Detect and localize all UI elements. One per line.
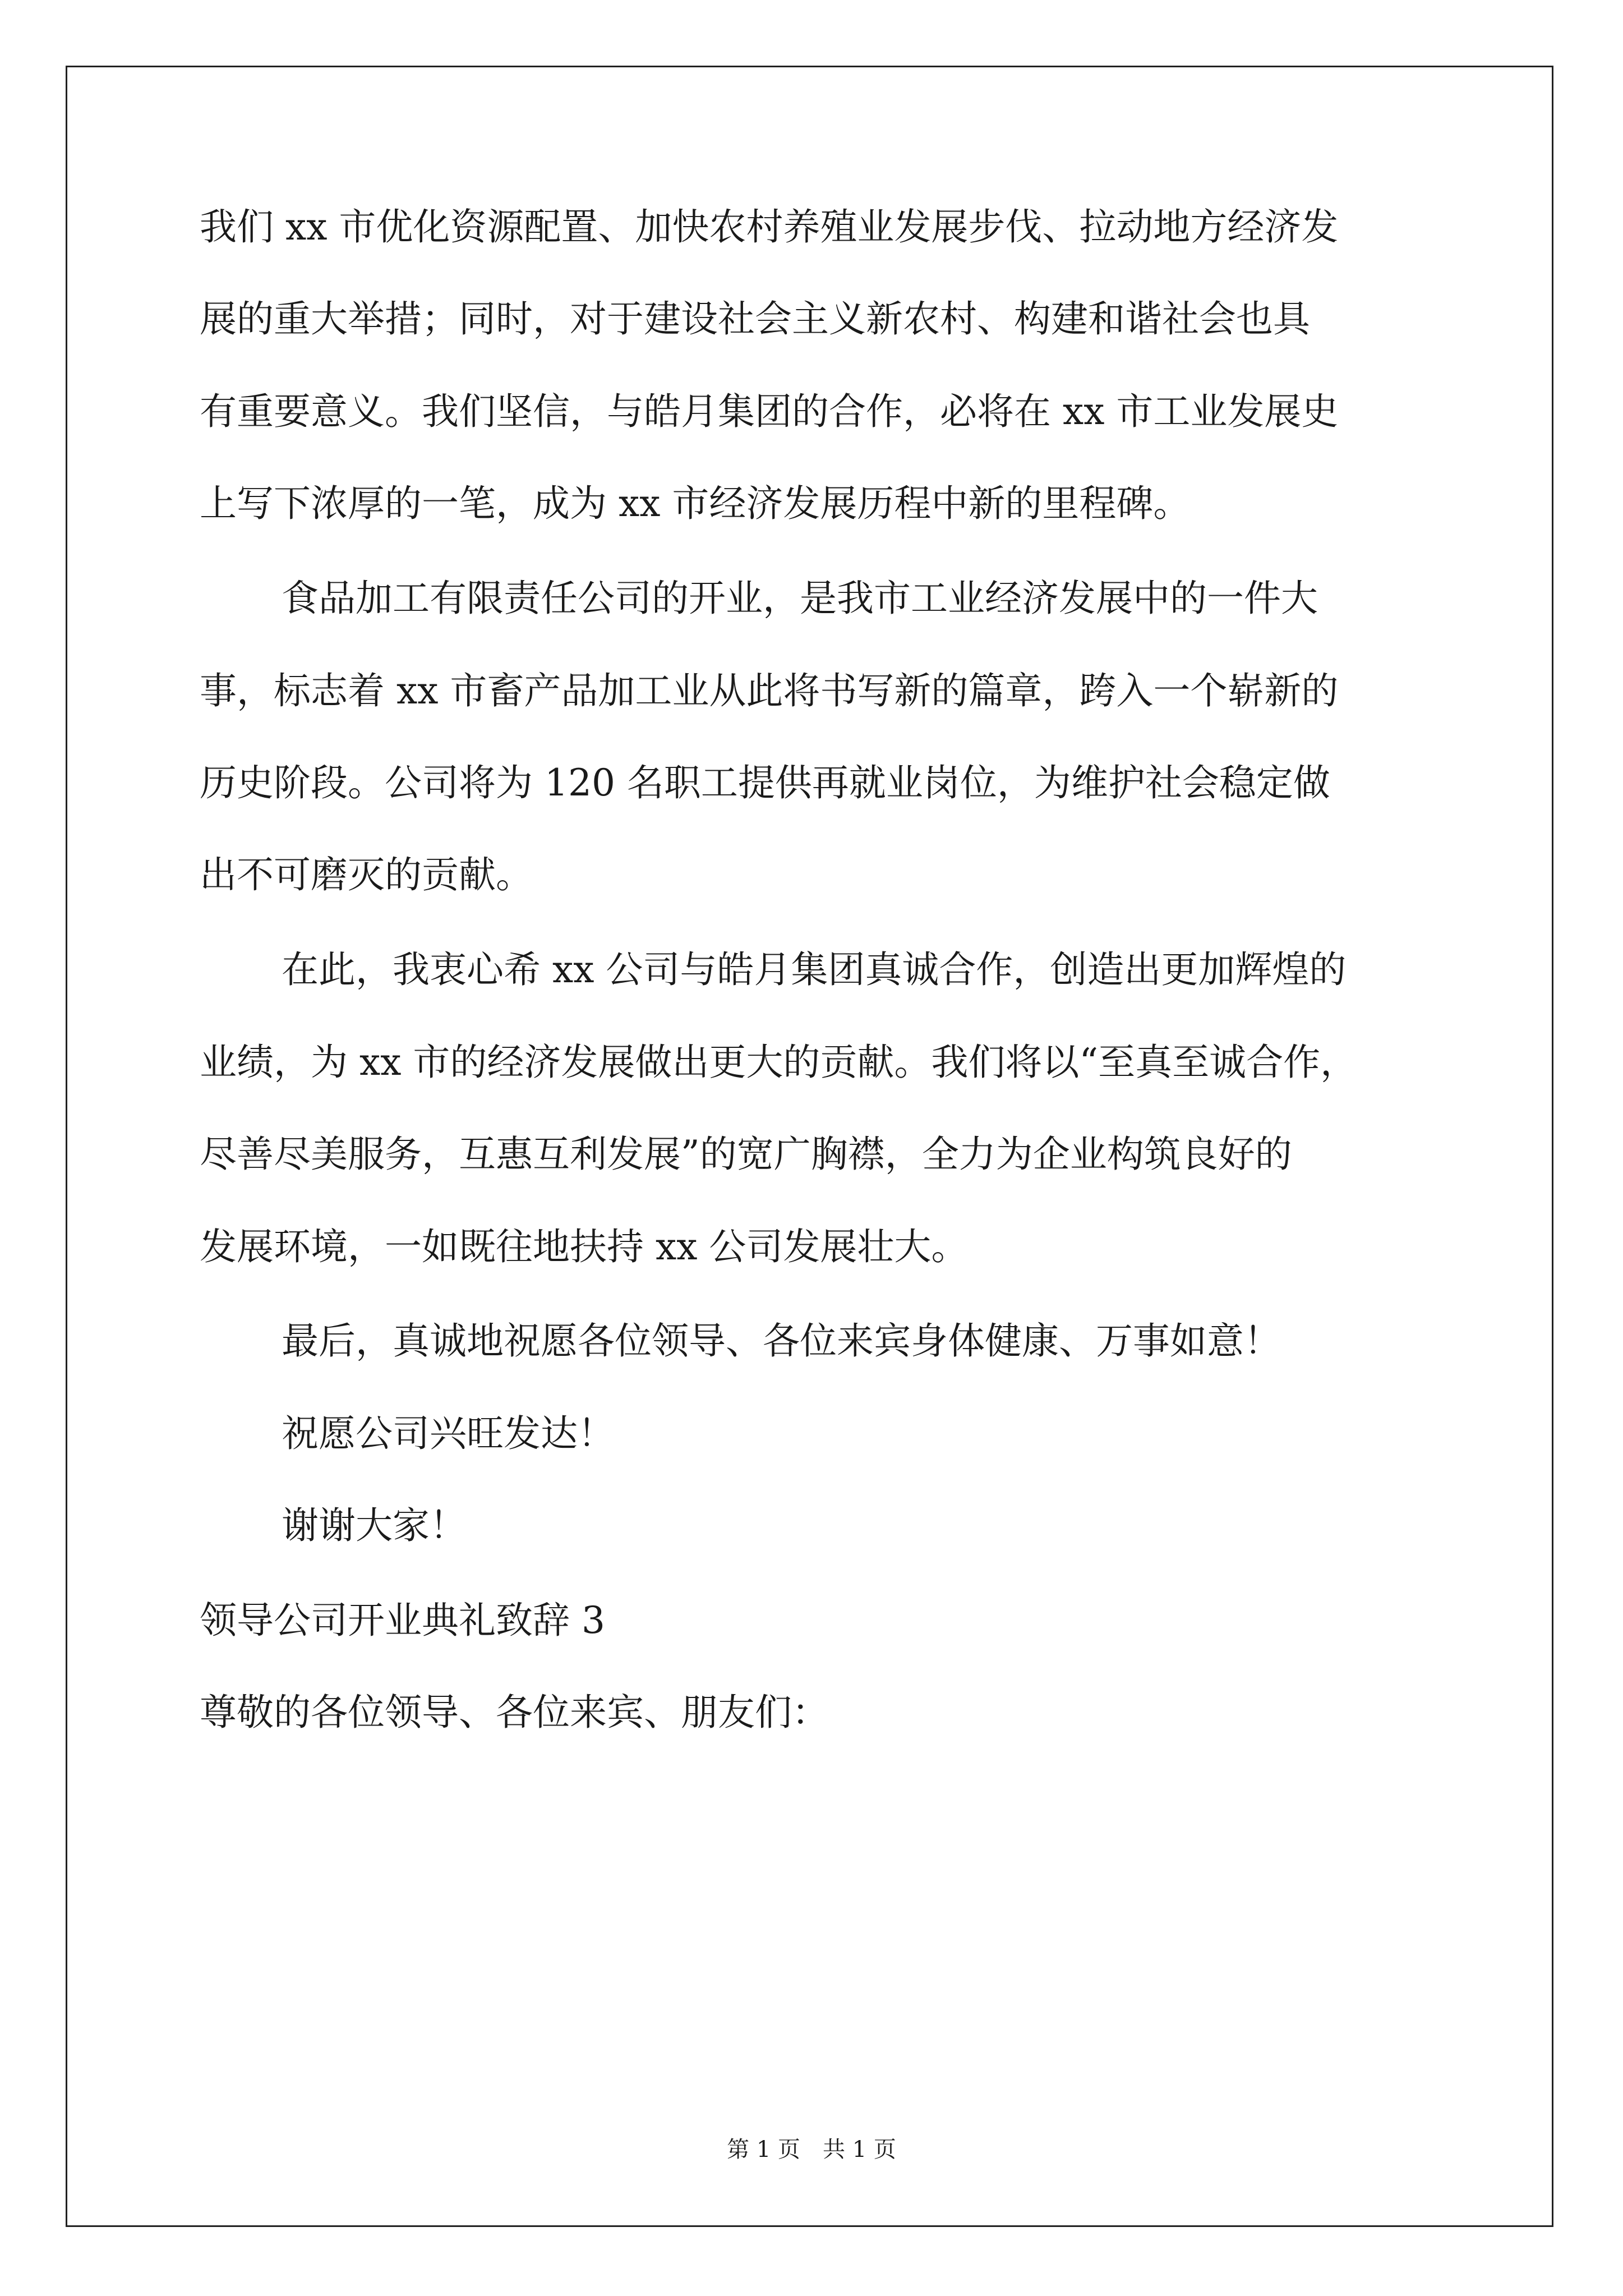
paragraph-line: 我们 xx 市优化资源配置、加快农村养殖业发展步伐、拉动地方经济发 — [200, 205, 1339, 249]
paragraph-line: 祝愿公司兴旺发达！ — [282, 1412, 615, 1455]
paragraph-line: 历史阶段。公司将为 120 名职工提供再就业岗位，为维护社会稳定做 — [200, 761, 1330, 804]
paragraph-line: 有重要意义。我们坚信，与皓月集团的合作，必将在 xx 市工业发展史 — [200, 390, 1339, 433]
section-title: 领导公司开业典礼致辞 3 — [200, 1599, 605, 1642]
paragraph-line: 尽善尽美服务，互惠互利发展”的宽广胸襟，全力为企业构筑良好的 — [200, 1133, 1292, 1176]
paragraph-line: 最后，真诚地祝愿各位领导、各位来宾身体健康、万事如意！ — [282, 1319, 1281, 1363]
paragraph-line: 出不可磨灭的贡献。 — [200, 853, 533, 896]
paragraph-line: 谢谢大家！ — [282, 1504, 467, 1547]
paragraph-line: 食品加工有限责任公司的开业，是我市工业经济发展中的一件大 — [282, 577, 1318, 620]
paragraph-line: 事，标志着 xx 市畜产品加工业从此将书写新的篇章，跨入一个崭新的 — [200, 669, 1339, 712]
page-footer: 第 1 页 共 1 页 — [727, 2137, 896, 2162]
paragraph-line: 业绩，为 xx 市的经济发展做出更大的贡献。我们将以“至真至诚合作， — [200, 1041, 1358, 1084]
salutation: 尊敬的各位领导、各位来宾、朋友们： — [200, 1691, 829, 1734]
paragraph-line: 上写下浓厚的一笔，成为 xx 市经济发展历程中新的里程碑。 — [200, 482, 1191, 525]
paragraph-line: 在此，我衷心希 xx 公司与皓月集团真诚合作，创造出更加辉煌的 — [282, 948, 1347, 991]
paragraph-line: 展的重大举措；同时，对于建设社会主义新农村、构建和谐社会也具 — [200, 297, 1310, 341]
paragraph-line: 发展环境，一如既往地扶持 xx 公司发展壮大。 — [200, 1225, 969, 1268]
